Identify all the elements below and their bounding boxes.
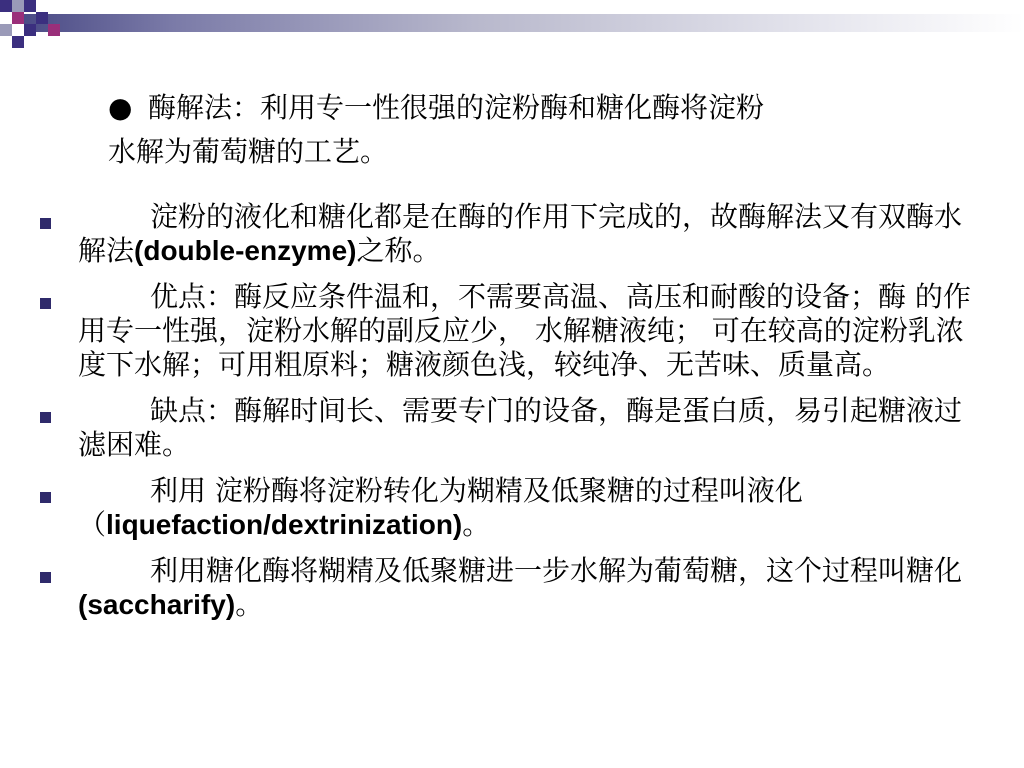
intro-bullet: ● — [108, 91, 133, 124]
intro-line-1 — [108, 86, 968, 130]
decorative-header-band — [0, 0, 1024, 56]
bullet-text: 利用糖化酶将糊精及低聚糖进一步水解为葡萄糖，这个过程叫糖化 — [150, 554, 963, 587]
pixel-square — [36, 12, 48, 24]
bullet-item — [38, 474, 988, 542]
pixel-square — [0, 0, 12, 12]
pixel-square — [12, 36, 24, 48]
pixel-square — [12, 12, 24, 24]
intro-text-1: 酶解法：利用专一性很强的淀粉酶和糖化酶将淀粉 — [148, 91, 765, 124]
square-bullet-icon — [40, 492, 51, 503]
bullet-item — [38, 280, 988, 382]
pixel-square — [48, 24, 60, 36]
gradient-bar — [24, 14, 1024, 32]
intro-line-2 — [108, 130, 968, 174]
square-bullet-icon — [40, 572, 51, 583]
bullet-text: 利用 淀粉酶将淀粉转化为糊精及低聚糖的过程叫液化（ — [78, 474, 803, 541]
bullet-text-end: 。 — [462, 508, 491, 541]
bullet-list — [38, 200, 988, 634]
square-bullet-icon — [40, 218, 51, 229]
intro-text-2: 水解为葡萄糖的工艺。 — [108, 135, 389, 168]
square-bullet-icon — [40, 298, 51, 309]
bullet-text: 优点：酶反应条件温和，不需要高温、高压和耐酸的设备；酶 的作用专一性强，淀粉水解的副反应少， 水解糖液纯； 可在较高的淀粉乳浓度下水解；可用粗原料；糖液颜色浅，较纯净、无苦味、质量高。 — [78, 280, 971, 381]
pixel-square — [24, 24, 36, 36]
bullet-latin-term: (saccharify) — [78, 589, 236, 620]
pixel-square — [12, 0, 24, 12]
square-bullet-icon — [40, 412, 51, 423]
bullet-item — [38, 554, 988, 622]
pixel-square — [0, 24, 12, 36]
intro-paragraph — [108, 86, 968, 174]
pixel-square — [24, 0, 36, 12]
bullet-text: 淀粉的液化和糖化都是在酶的作用下完成的，故酶解法又有双酶水解法 — [78, 200, 963, 267]
bullet-text-end: 。 — [235, 588, 264, 621]
bullet-item — [38, 200, 988, 268]
bullet-text: 缺点：酶解时间长、需要专门的设备，酶是蛋白质，易引起糖液过滤困难。 — [78, 394, 963, 461]
bullet-latin-term: (double-enzyme) — [134, 235, 357, 266]
bullet-latin-term: liquefaction/dextrinization) — [106, 509, 463, 540]
bullet-item — [38, 394, 988, 462]
bullet-text-end: 之称。 — [356, 234, 441, 267]
